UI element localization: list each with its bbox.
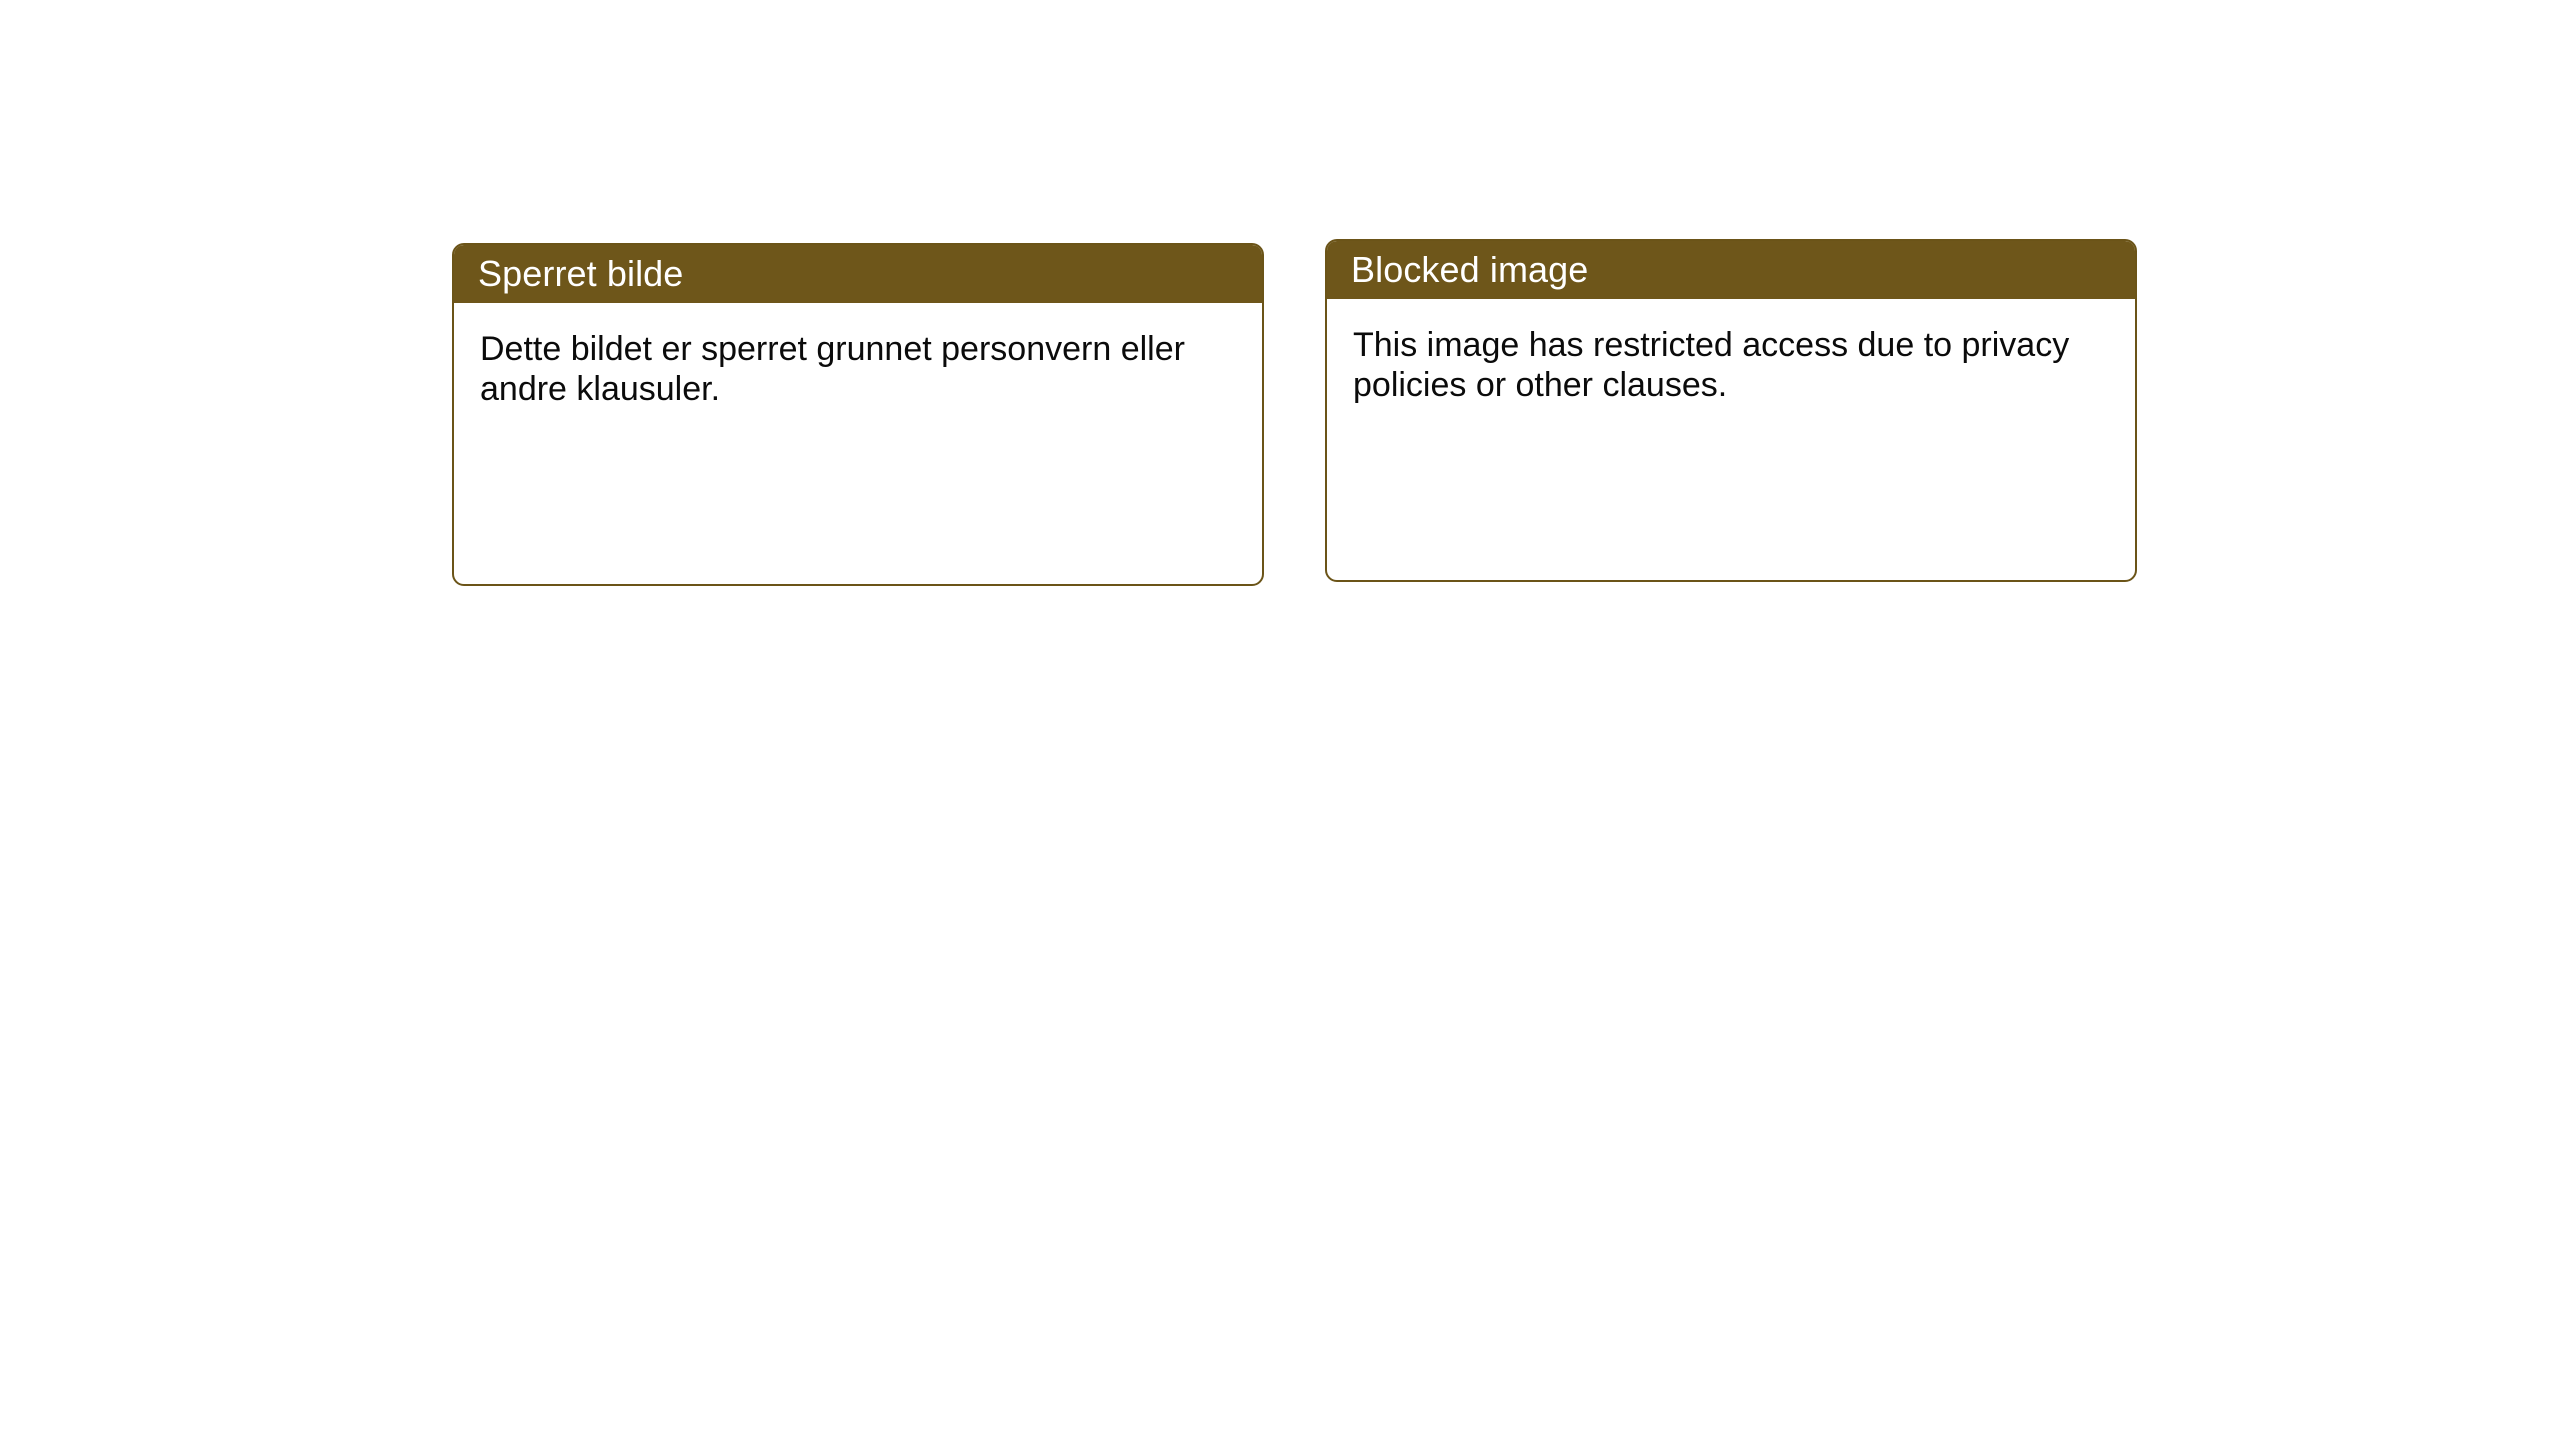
blocked-image-notice-card-norwegian: [452, 243, 1264, 586]
notice-card-body-norwegian: [454, 303, 1262, 584]
notice-card-message-norwegian: Dette bildet er sperret grunnet personvern eller andre klausuler.: [480, 330, 1185, 409]
blocked-image-notice-card-english: [1325, 239, 2137, 582]
notice-card-title-english: Blocked image: [1327, 241, 2135, 299]
notice-card-body-english: [1327, 299, 2135, 580]
notice-card-title-norwegian: Sperret bilde: [454, 245, 1262, 303]
notice-card-message-english: This image has restricted access due to privacy policies or other clauses.: [1353, 326, 2070, 405]
